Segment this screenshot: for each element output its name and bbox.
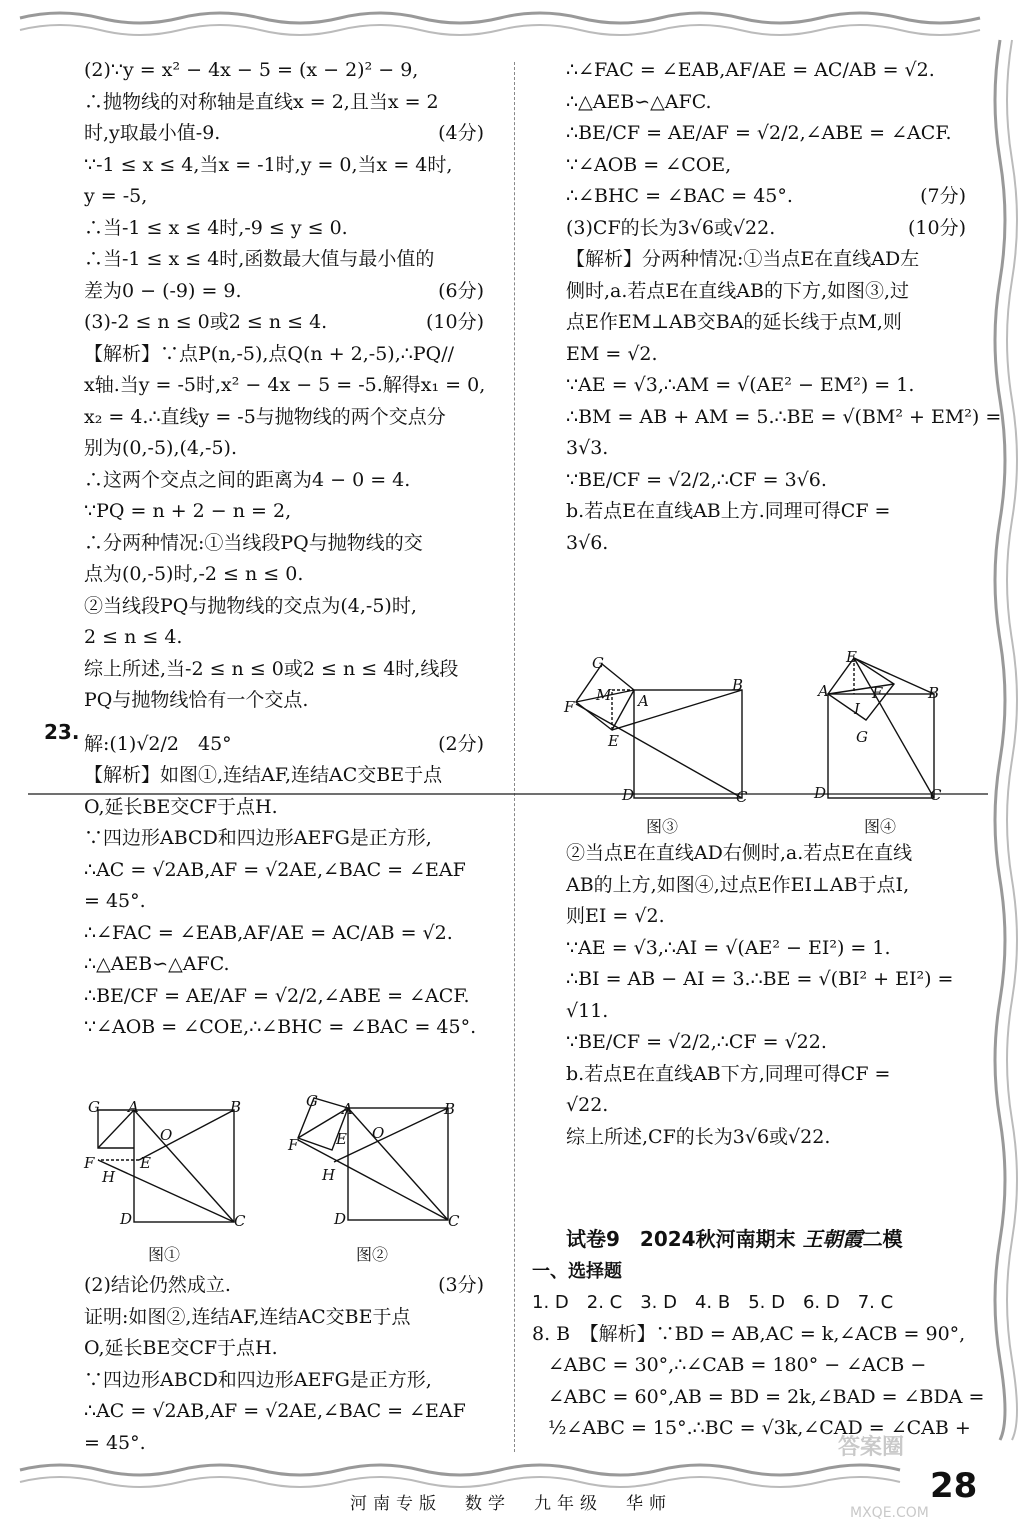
text: 解:(1)√2/2 45° — [84, 732, 232, 755]
text-line: ∴BM = AB + AM = 5.∴BE = √(BM² + EM²) = — [566, 405, 1002, 428]
text-line: b.若点E在直线AB上方.同理可得CF = — [566, 500, 891, 522]
score: (4分) — [438, 122, 484, 144]
text-line: 点为(0,-5)时,-2 ≤ n ≤ 0. — [84, 563, 304, 585]
label-F: F — [564, 698, 575, 716]
label-C: C — [736, 788, 748, 806]
figure-2-caption: 图② — [356, 1245, 389, 1264]
answers-line: 1. D 2. C 3. D 4. B 5. D 6. D 7. C — [532, 1292, 894, 1313]
label-B: B — [732, 676, 744, 694]
page-number: 28 — [930, 1466, 978, 1506]
text-line: 综上所述,当-2 ≤ n ≤ 0或2 ≤ n ≤ 4时,线段 — [84, 657, 459, 680]
label-D: D — [622, 786, 635, 804]
label-G: G — [88, 1098, 100, 1116]
text-line: y = -5, — [84, 185, 148, 207]
text-line: ∴BE/CF = AE/AF = √2/2,∠ABE = ∠ACF. — [84, 984, 470, 1007]
left-column — [84, 55, 484, 1044]
question-number: 23. — [44, 720, 80, 744]
label-I: I — [854, 700, 860, 718]
label-C: C — [448, 1212, 460, 1230]
text-line: 侧时,a.若点E在直线AB的下方,如图③,过 — [566, 279, 910, 302]
label-B: B — [444, 1100, 456, 1118]
label-A: A — [638, 692, 649, 710]
text-line: ②当点E在直线AD右侧时,a.若点E在直线 — [566, 842, 913, 864]
text-line: ∴当-1 ≤ x ≤ 4时,函数最大值与最小值的 — [84, 248, 435, 270]
figure-1-caption: 图① — [148, 1245, 181, 1264]
text-line-with-score — [84, 118, 484, 150]
text-line: ∠ABC = 30°,∴∠CAB = 180° − ∠ACB − — [548, 1354, 927, 1376]
text-line: ∴BI = AB − AI = 3.∴BE = √(BI² + EI²) = — [566, 968, 954, 990]
label-D: D — [814, 784, 827, 802]
text-line: ∵∠AOB = ∠COE, — [566, 153, 732, 176]
text-line: 别为(0,-5),(4,-5). — [84, 437, 238, 459]
text-line: ∴分两种情况:①当线段PQ与抛物线的交 — [84, 531, 423, 554]
text-line: 则EI = √2. — [566, 905, 665, 927]
text-line: ∵AE = √3,∴AI = √(AE² − EI²) = 1. — [566, 936, 891, 959]
spacer — [84, 717, 484, 729]
right-column-mid — [566, 838, 966, 1153]
title-tail: 二模 — [862, 1227, 903, 1251]
text-line: ∴AC = √2AB,AF = √2AE,∠BAC = ∠EAF — [84, 1400, 466, 1422]
left-column-bottom — [84, 1270, 484, 1459]
label-A: A — [128, 1098, 139, 1116]
text-line: O,延长BE交CF于点H. — [84, 1337, 278, 1359]
label-F: F — [288, 1136, 299, 1154]
section-subheading: 一、选择题 — [532, 1260, 622, 1282]
text-line: ∴抛物线的对称轴是直线x = 2,且当x = 2 — [84, 90, 439, 113]
text-line-with-score — [84, 1270, 484, 1302]
text-line: AB的上方,如图④,过点E作EI⊥AB于点I, — [566, 873, 910, 896]
label-E: E — [140, 1154, 151, 1172]
label-M: M — [596, 686, 612, 704]
q23-head — [84, 729, 484, 761]
text-line: PQ与抛物线恰有一个交点. — [84, 689, 309, 711]
label-C: C — [930, 786, 942, 804]
text-line: ∵BE/CF = √2/2,∴CF = √22. — [566, 1031, 827, 1053]
label-D: D — [334, 1210, 347, 1228]
text-line: ∵四边形ABCD和四边形AEFG是正方形, — [84, 1368, 432, 1391]
text-line: 【解析】分两种情况:①当点E在直线AD左 — [566, 248, 920, 270]
text: ∴∠BHC = ∠BAC = 45°. — [566, 185, 793, 207]
text-line: x₂ = 4.∴直线y = -5与抛物线的两个交点分 — [84, 405, 446, 428]
text-line: 2 ≤ n ≤ 4. — [84, 626, 183, 648]
label-G: G — [856, 728, 868, 746]
text-line: ∴△AEB∽△AFC. — [566, 90, 712, 113]
column-divider — [514, 62, 515, 1452]
text-line: √11. — [566, 999, 609, 1022]
text-line: = 45°. — [84, 1431, 146, 1454]
label-E: E — [846, 648, 857, 666]
text-line: ∴∠FAC = ∠EAB,AF/AE = AC/AB = √2. — [84, 921, 453, 944]
text-line-with-score — [84, 276, 484, 308]
text-line: ∵四边形ABCD和四边形AEFG是正方形, — [84, 827, 432, 849]
label-B: B — [230, 1098, 242, 1116]
label-A: A — [818, 682, 829, 700]
footer: 河南专版 数学 九年级 华师 — [350, 1494, 672, 1514]
text-line: b.若点E在直线AB下方,同理可得CF = — [566, 1062, 891, 1085]
section-heading — [532, 1224, 972, 1256]
text-line: ∴BE/CF = AE/AF = √2/2,∠ABE = ∠ACF. — [566, 122, 952, 144]
text-line: 【解析】∵点P(n,-5),点Q(n + 2,-5),∴PQ// — [84, 342, 454, 365]
figure-3-caption: 图③ — [646, 817, 679, 836]
text-line: ②当线段PQ与抛物线的交点为(4,-5)时, — [84, 594, 417, 617]
score: (10分) — [425, 311, 484, 333]
label-B: B — [928, 684, 940, 702]
text-line: 3√3. — [566, 437, 609, 459]
text-line: ∴∠FAC = ∠EAB,AF/AE = AC/AB = √2. — [566, 59, 935, 81]
label-O: O — [372, 1124, 385, 1142]
figure-2 — [284, 1090, 464, 1230]
text-line: (2)∵y = x² − 4x − 5 = (x − 2)² − 9, — [84, 59, 419, 81]
score: (6分) — [438, 279, 484, 302]
score: (3分) — [438, 1274, 484, 1296]
text-line: √22. — [566, 1094, 609, 1116]
text-line: x轴.当y = -5时,x² − 4x − 5 = -5.解得x₁ = 0, — [84, 374, 486, 396]
label-F: F — [84, 1154, 95, 1172]
test9-section — [532, 1224, 985, 1445]
text-line: ½∠ABC = 15°.∴BC = √3k,∠CAD = ∠CAB + — [548, 1417, 971, 1439]
label-G: G — [592, 654, 604, 672]
text-line-with-score — [84, 307, 484, 339]
text-line: 证明:如图②,连结AF,连结AC交BE于点 — [84, 1305, 411, 1328]
author-signature: 王朝霞 — [802, 1227, 863, 1251]
text-line: 【解析】如图①,连结AF,连结AC交BE于点 — [84, 764, 443, 786]
text-line: 3√6. — [566, 531, 609, 554]
text: (3)CF的长为3√6或√22. — [566, 216, 776, 239]
text-line: ∴当-1 ≤ x ≤ 4时,-9 ≤ y ≤ 0. — [84, 216, 348, 239]
title: 试卷9 2024秋河南期末 — [566, 1227, 796, 1251]
figure-4-caption: 图④ — [864, 817, 897, 836]
text-line: ∴这两个交点之间的距离为4 − 0 = 4. — [84, 468, 411, 491]
label-E: E — [336, 1130, 347, 1148]
text: (3)-2 ≤ n ≤ 0或2 ≤ n ≤ 4. — [84, 311, 328, 333]
text-line: EM = √2. — [566, 342, 658, 365]
text-line: ∴AC = √2AB,AF = √2AE,∠BAC = ∠EAF — [84, 858, 466, 881]
text-line-with-score — [566, 181, 966, 213]
label-E: E — [608, 732, 619, 750]
label-O: O — [160, 1126, 173, 1144]
watermark-url: MXQE.COM — [850, 1505, 929, 1521]
label-H: H — [322, 1166, 336, 1184]
figure-3 — [562, 652, 762, 806]
text-line: 点E作EM⊥AB交BA的延长线于点M,则 — [566, 311, 902, 333]
score: (2分) — [438, 732, 484, 755]
label-C: C — [234, 1212, 246, 1230]
text-line: ∴△AEB∽△AFC. — [84, 953, 230, 975]
text-line: 综上所述,CF的长为3√6或√22. — [566, 1125, 831, 1148]
text: 时,y取最小值-9. — [84, 122, 221, 144]
label-A: A — [342, 1100, 353, 1118]
text-line: O,延长BE交CF于点H. — [84, 795, 278, 818]
text-line: ∵AE = √3,∴AM = √(AE² − EM²) = 1. — [566, 374, 915, 396]
text-line: ∠ABC = 60°,AB = BD = 2k,∠BAD = ∠BDA = — [548, 1385, 985, 1408]
text: (2)结论仍然成立. — [84, 1274, 231, 1296]
label-G: G — [306, 1092, 318, 1110]
text-line-with-score — [566, 213, 966, 245]
text-line: 8. B 【解析】∵BD = AB,AC = k,∠ACB = 90°, — [532, 1322, 966, 1345]
figure-1 — [84, 1098, 254, 1233]
score: (10分) — [907, 216, 966, 239]
text: 差为0 − (-9) = 9. — [84, 279, 242, 302]
score: (7分) — [920, 185, 966, 207]
figure-4 — [814, 648, 954, 804]
text-line: ∵BE/CF = √2/2,∴CF = 3√6. — [566, 468, 827, 491]
text-line: ∵PQ = n + 2 − n = 2, — [84, 500, 292, 522]
text-line: ∵∠AOB = ∠COE,∴∠BHC = ∠BAC = 45°. — [84, 1016, 477, 1038]
text-line: ∵-1 ≤ x ≤ 4,当x = -1时,y = 0,当x = 4时, — [84, 153, 453, 176]
right-column — [566, 55, 1002, 559]
text-line: = 45°. — [84, 890, 146, 912]
label-F: F — [872, 684, 883, 702]
label-H: H — [102, 1168, 116, 1186]
watermark-logo: 答案圈 — [838, 1435, 905, 1460]
label-D: D — [120, 1210, 133, 1228]
